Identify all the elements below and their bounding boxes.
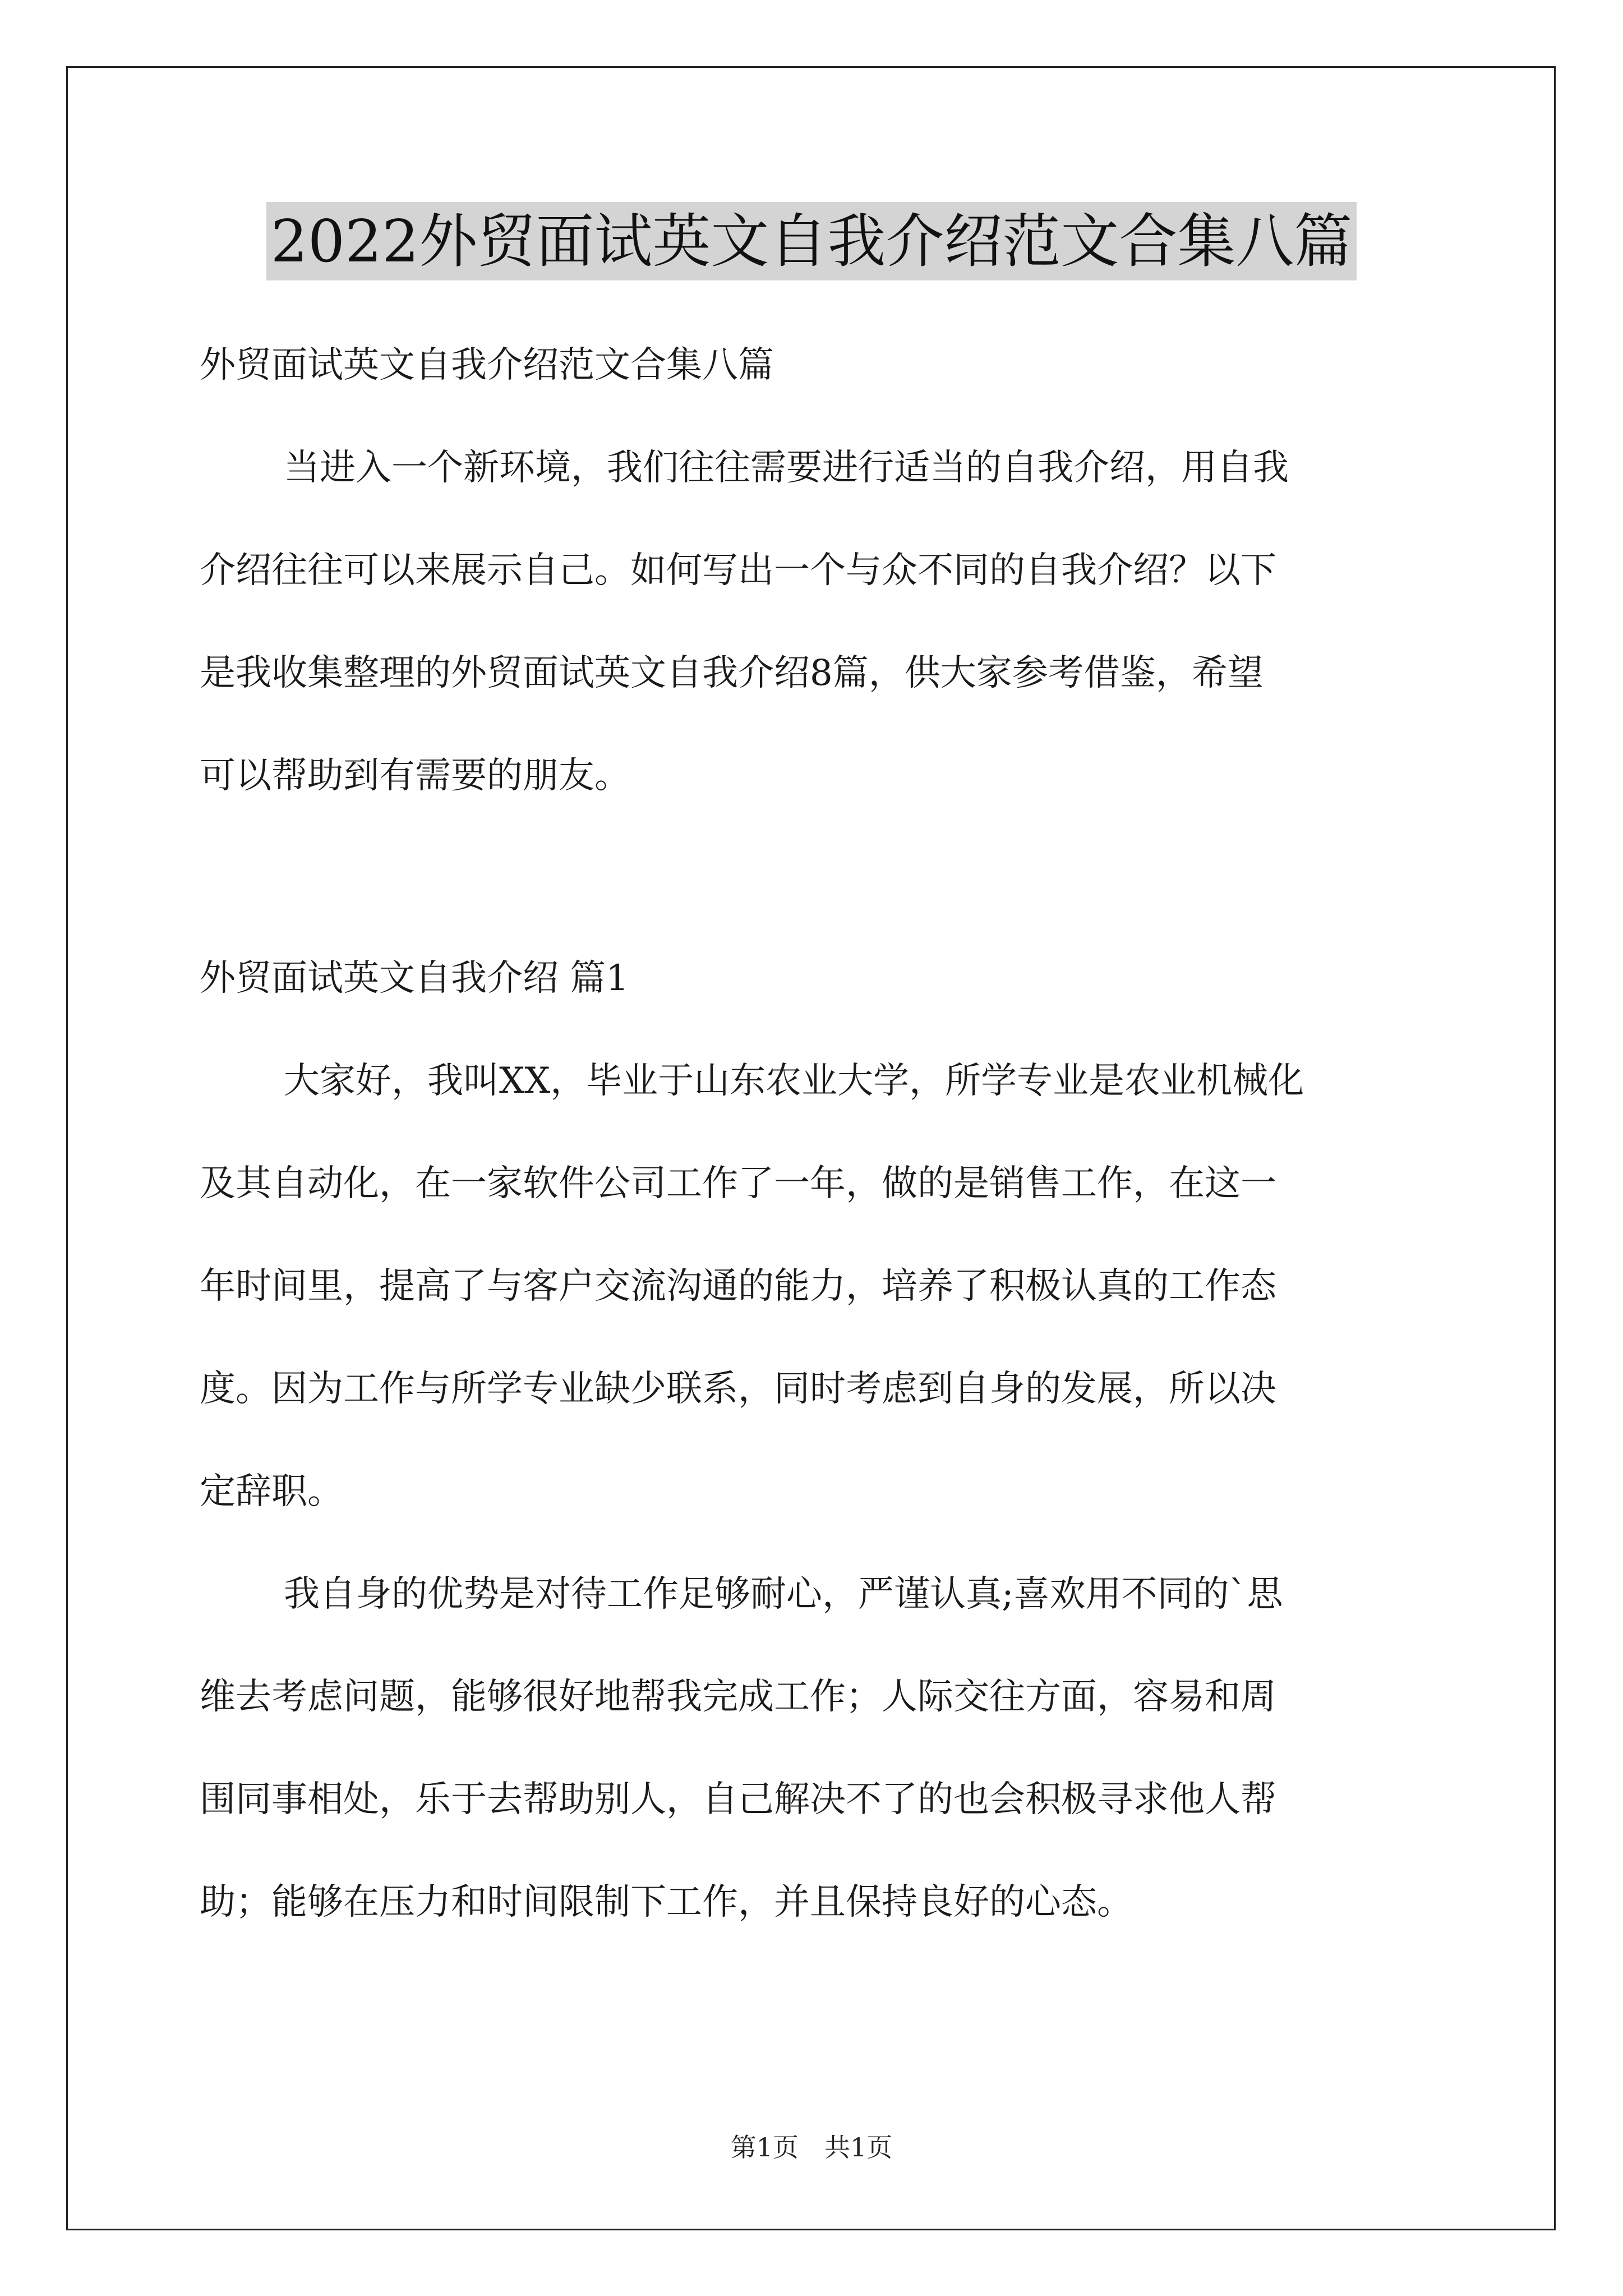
document-body (200, 314, 1428, 1954)
paragraph-line: 当进入一个新环境，我们往往需要进行适当的自我介绍，用自我 (284, 447, 1289, 489)
paragraph-line: 定辞职。 (200, 1471, 343, 1512)
paragraph-line: 介绍往往可以来展示自己。如何写出一个与众不同的自我介绍？以下 (200, 550, 1276, 591)
document-title: 2022外贸面试英文自我介绍范文合集八篇 (266, 202, 1357, 280)
document-subtitle: 外贸面试英文自我介绍范文合集八篇 (200, 344, 774, 386)
page-footer (0, 2131, 1623, 2164)
paragraph-line: 是我收集整理的外贸面试英文自我介绍8篇，供大家参考借鉴，希望 (200, 652, 1264, 694)
paragraph-line: 年时间里，提高了与客户交流沟通的能力，培养了积极认真的工作态 (200, 1266, 1276, 1307)
paragraph-line: 可以帮助到有需要的朋友。 (200, 755, 630, 797)
section-heading: 外贸面试英文自我介绍 篇1 (200, 958, 629, 999)
paragraph-line: 大家好，我叫XX，毕业于山东农业大学，所学专业是农业机械化 (284, 1060, 1304, 1102)
paragraph-2 (200, 1543, 1428, 1954)
paragraph-line: 围同事相处，乐于去帮助别人，自己解决不了的也会积极寻求他人帮 (200, 1779, 1276, 1820)
paragraph-line: 及其自动化，在一家软件公司工作了一年，做的是销售工作，在这一 (200, 1163, 1276, 1204)
page-total: 共1页 (824, 2132, 893, 2162)
page-number: 第1页 (730, 2132, 799, 2162)
paragraph-line: 度。因为工作与所学专业缺少联系，同时考虑到自身的发展，所以决 (200, 1368, 1276, 1410)
title-container (0, 202, 1623, 280)
paragraph-line: 助；能够在压力和时间限制下工作，并且保持良好的心态。 (200, 1881, 1133, 1923)
paragraph-line: 维去考虑问题，能够很好地帮我完成工作；人际交往方面，容易和周 (200, 1676, 1276, 1718)
blank-line (200, 827, 1428, 927)
paragraph-line: 我自身的优势是对待工作足够耐心，严谨认真;喜欢用不同的`思 (284, 1573, 1283, 1615)
paragraph-1 (200, 1030, 1428, 1543)
intro-paragraph (200, 417, 1428, 827)
